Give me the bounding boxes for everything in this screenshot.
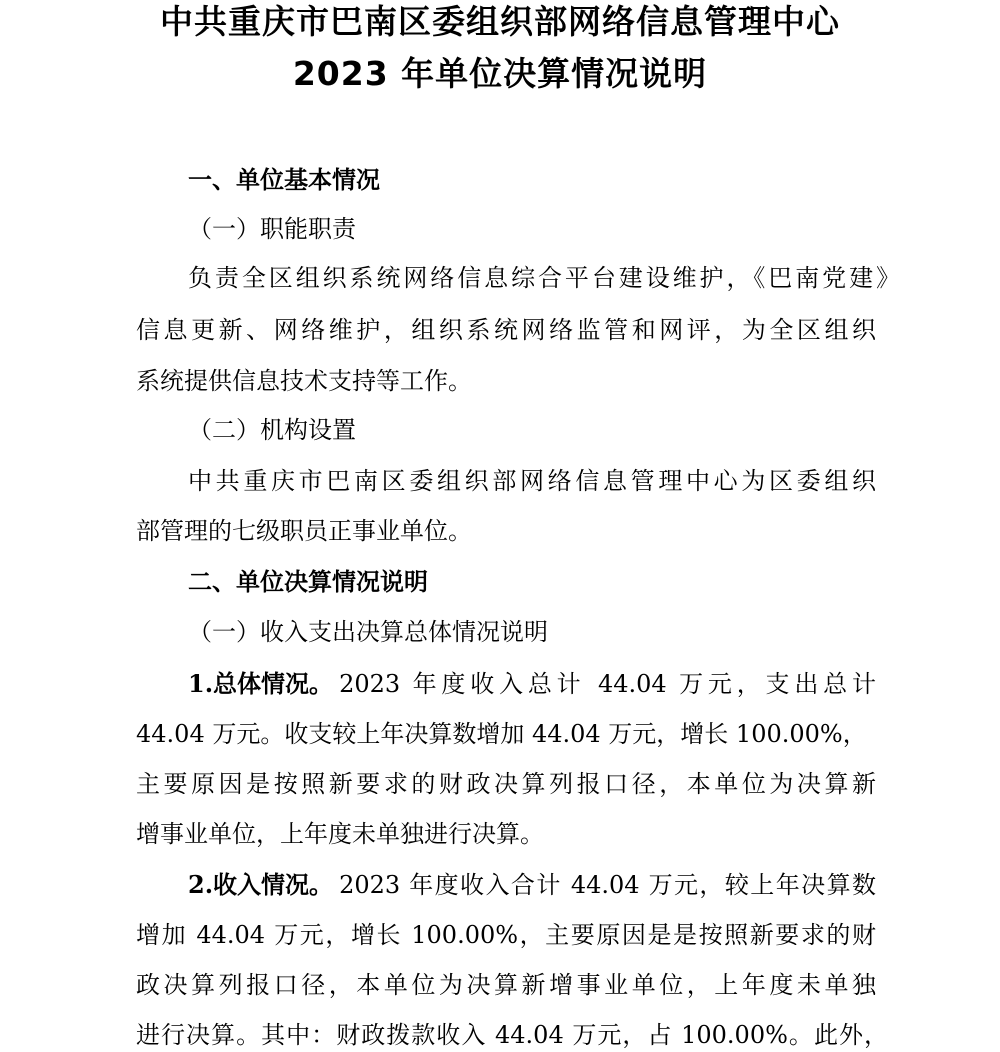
paragraph-overall-line-3: 主要原因是按照新要求的财政决算列报口径，本单位为决算新 — [136, 770, 876, 798]
section-heading-basic-info: 一、单位基本情况 — [188, 166, 380, 194]
paragraph-functions-line-1: 负责全区组织系统网络信息综合平台建设维护，《巴南党建》 — [188, 264, 900, 292]
paragraph-income-line-1 — [188, 869, 876, 901]
paragraph-overall-line-2: 44.04 万元。收支较上年决算数增加 44.04 万元，增长 100.00%， — [136, 720, 867, 748]
paragraph-overall-line-1 — [188, 668, 876, 700]
paragraph-functions-line-3: 系统提供信息技术支持等工作。 — [136, 367, 472, 395]
paragraph-organization-line-1: 中共重庆市巴南区委组织部网络信息管理中心为区委组织 — [188, 467, 876, 495]
paragraph-functions-line-2: 信息更新、网络维护，组织系统网络监管和网评，为全区组织 — [136, 316, 876, 344]
item-label-income: 2.收入情况。 — [188, 870, 334, 899]
section-heading-final-accounts: 二、单位决算情况说明 — [188, 568, 428, 596]
subheading-functions: （一）职能职责 — [188, 215, 356, 243]
paragraph-income-text-line-1: 2023 年度收入合计 44.04 万元，较上年决算数 — [339, 871, 876, 899]
paragraph-income-line-3: 政决算列报口径，本单位为决算新增事业单位，上年度未单独 — [136, 971, 876, 999]
document-title-line-2: 2023 年单位决算情况说明 — [292, 54, 708, 93]
paragraph-overall-line-4: 增事业单位，上年度未单独进行决算。 — [136, 820, 544, 848]
paragraph-income-line-2: 增加 44.04 万元，增长 100.00%，主要原因是是按照新要求的财 — [136, 921, 876, 949]
paragraph-overall-text-line-1: 2023 年度收入总计 44.04 万元，支出总计 — [339, 670, 876, 698]
document-title-line-1: 中共重庆市巴南区委组织部网络信息管理中心 — [160, 2, 840, 41]
item-label-overall: 1.总体情况。 — [188, 669, 334, 698]
subheading-income-expenditure: （一）收入支出决算总体情况说明 — [188, 618, 548, 646]
subheading-organization: （二）机构设置 — [188, 416, 356, 444]
paragraph-income-line-4: 进行决算。其中：财政拨款收入 44.04 万元，占 100.00%。此外， — [136, 1021, 888, 1049]
paragraph-organization-line-2: 部管理的七级职员正事业单位。 — [136, 517, 472, 545]
